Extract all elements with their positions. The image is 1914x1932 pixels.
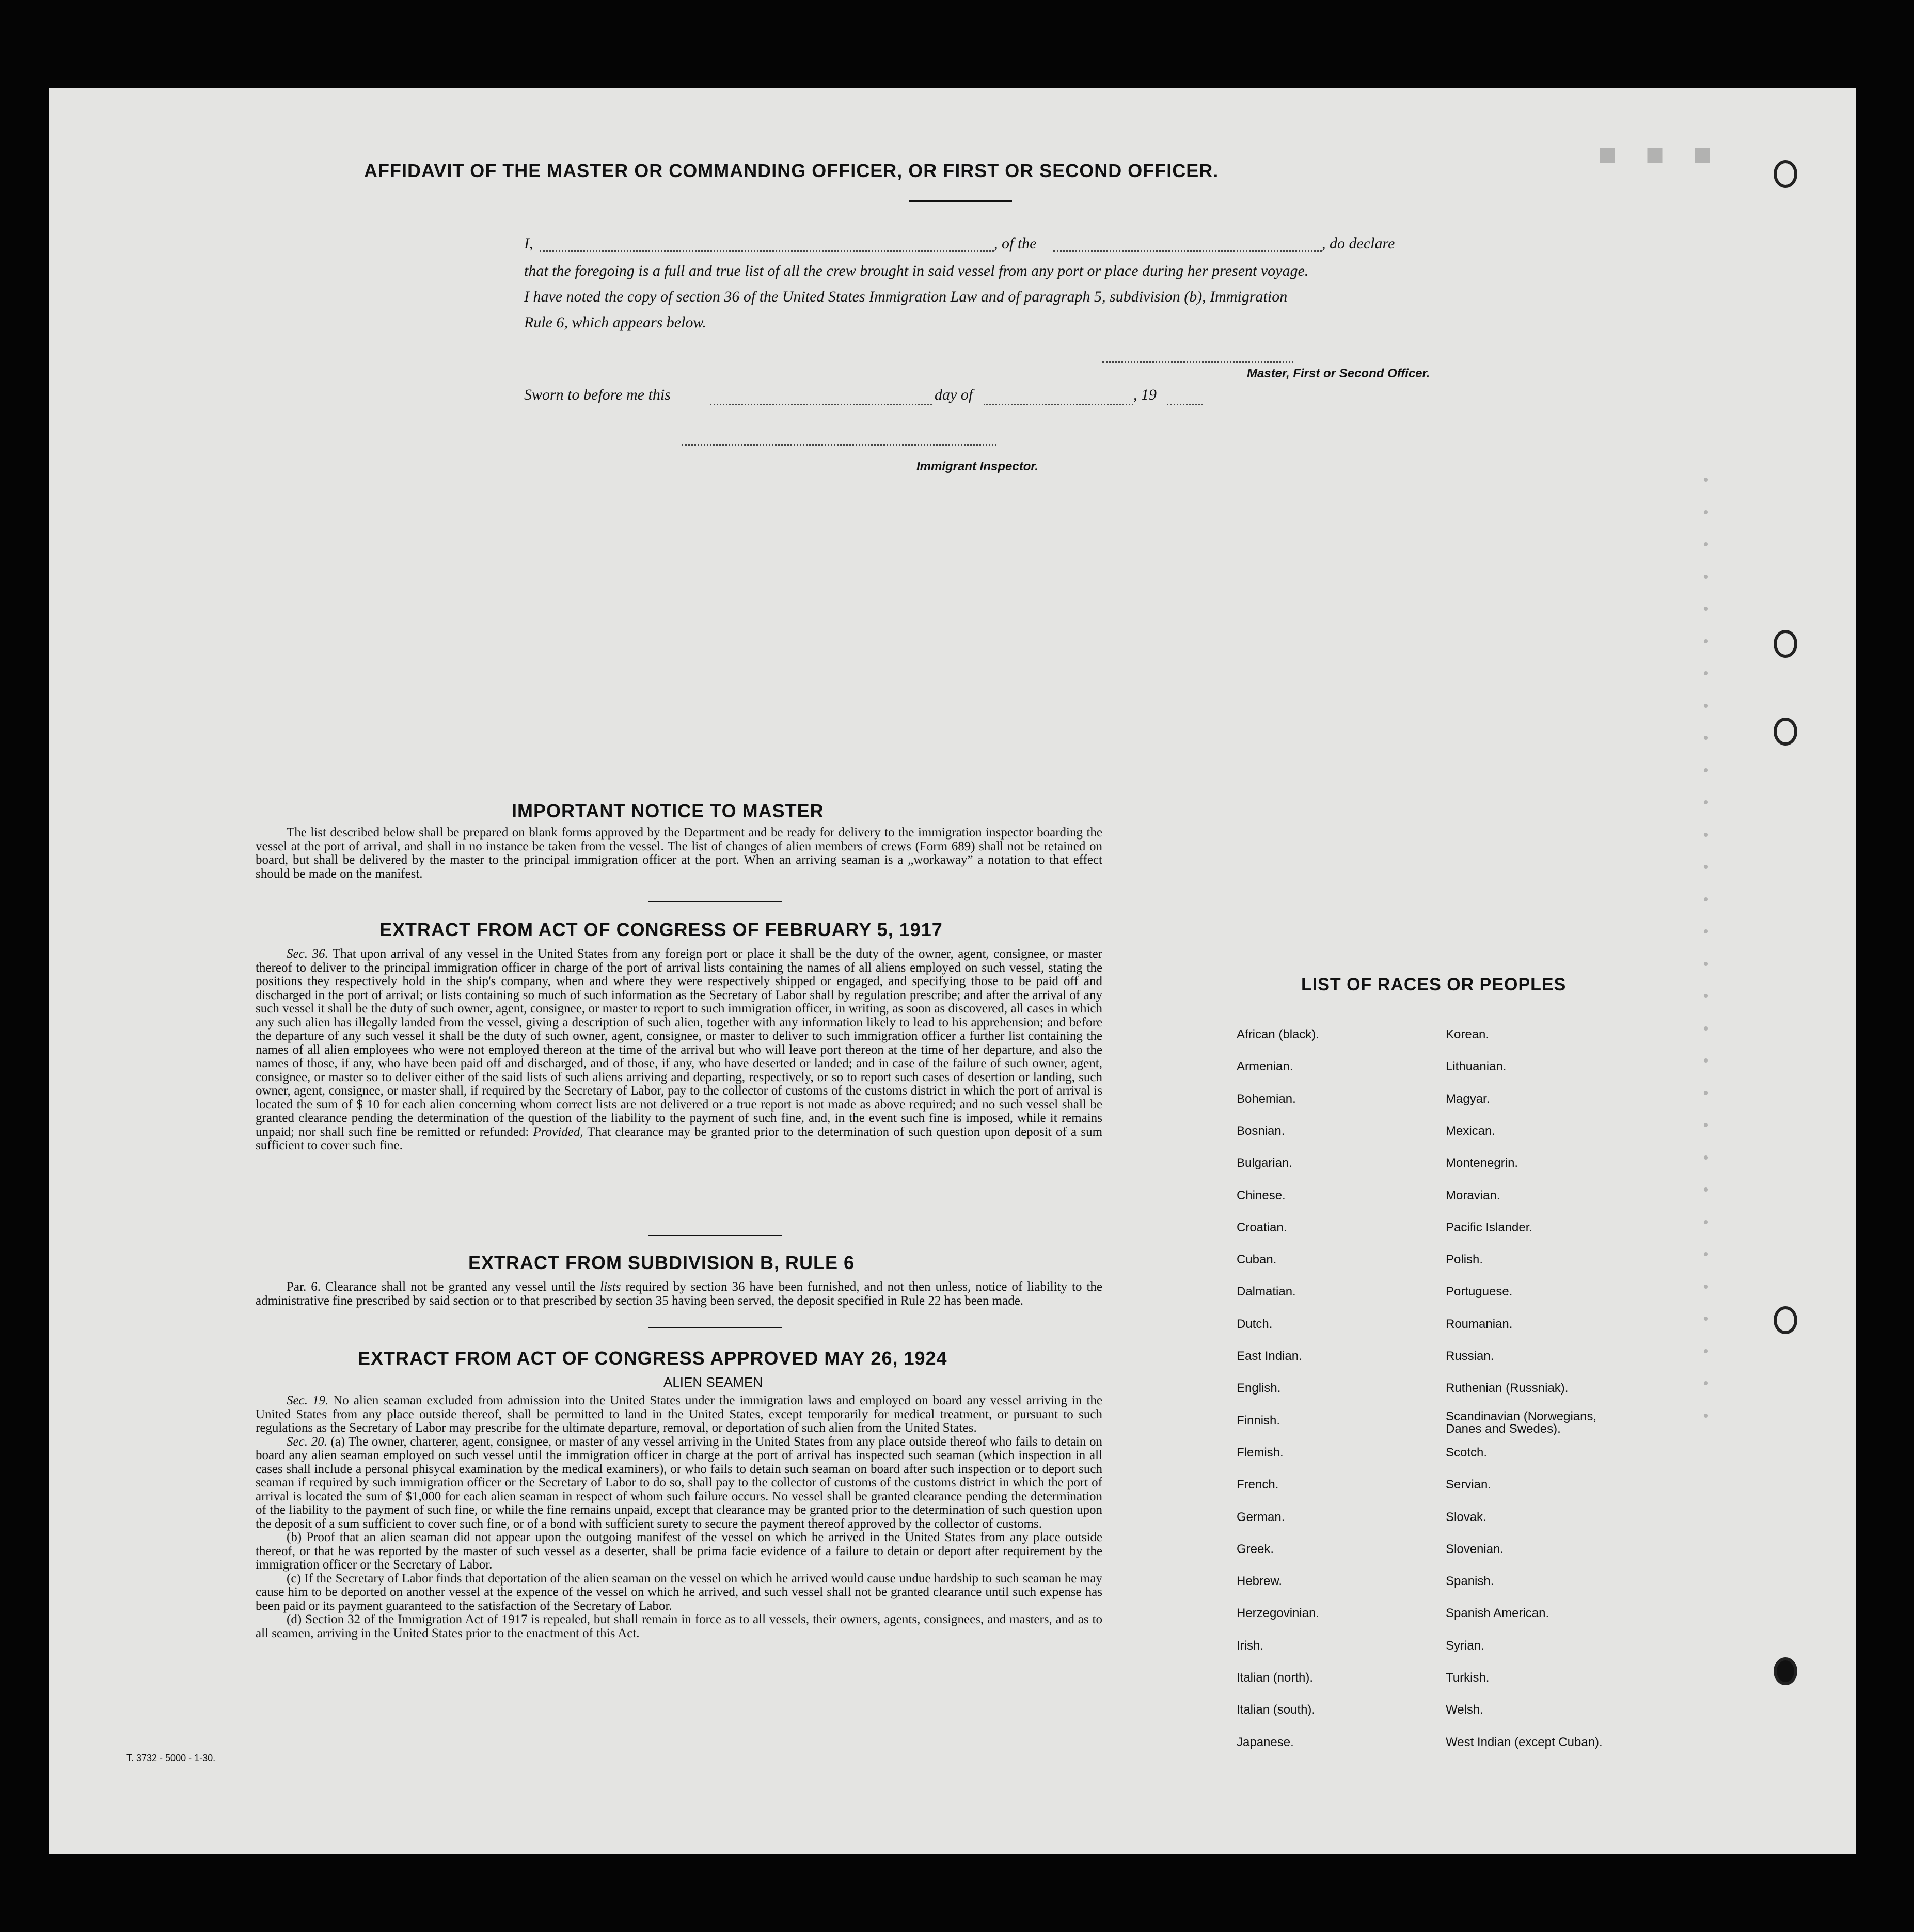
lists-word: lists (600, 1280, 621, 1294)
affidavit-title: AFFIDAVIT OF THE MASTER OR COMMANDING OFFICER, OR FIRST OR SECOND OFFICER. (364, 160, 1219, 181)
bleed-through-row: • (1701, 1343, 1711, 1361)
notice-text (256, 826, 1102, 881)
extract-1917-text (256, 947, 1102, 1153)
race-item: Italian (south). (1237, 1703, 1316, 1717)
bleed-through-row: • (1701, 1214, 1711, 1232)
race-item: Magyar. (1446, 1091, 1490, 1106)
race-item: Dutch. (1237, 1317, 1273, 1331)
punch-hole (1774, 630, 1797, 658)
races-title: LIST OF RACES OR PEOPLES (1301, 975, 1567, 994)
race-item: Mexican. (1446, 1123, 1496, 1138)
bleed-through-row: • (1701, 1311, 1711, 1329)
title-underline (909, 200, 1012, 202)
punch-hole (1774, 718, 1797, 746)
bleed-through-row: • (1701, 827, 1711, 845)
section-19-label: Sec. 19. (287, 1393, 329, 1407)
race-item: Croatian. (1237, 1220, 1287, 1234)
race-item: Greek. (1237, 1542, 1274, 1556)
day-of-label: day of (935, 386, 973, 403)
race-item: Chinese. (1237, 1188, 1286, 1202)
race-item: Moravian. (1446, 1188, 1500, 1202)
race-item: Slovak. (1446, 1510, 1486, 1524)
year-label: , 19 (1133, 386, 1157, 403)
race-item: Korean. (1446, 1027, 1490, 1041)
master-signature-label: Master, First or Second Officer. (1247, 367, 1430, 381)
bleed-through-row: • (1701, 1247, 1711, 1264)
notice-body: The list described below shall be prepared on blank forms approved by the Department and be ready for delivery to the immigration inspector boarding the vessel at the port of arrival, and shall in no instance be taken from the vessel. The list of changes of alien members of crews (Form 689) shall not be retained on board, but shall be delivered by the master to the principal immigration officer at the port. When an arriving seaman is a „workaway” a notation to that effect should be made on the manifest. (256, 826, 1102, 881)
race-item: Hebrew. (1237, 1574, 1283, 1589)
form-number: T. 3732 - 5000 - 1-30. (126, 1753, 216, 1763)
bleed-through-row: • (1701, 795, 1711, 813)
section-20c-body: (c) If the Secretary of Labor finds that deportation of the alien seaman on the vessel on which he arrived would cause undue hardship to such seaman he may cause him to be deported on another vessel at the expence of the vessel on which he arrived, and such vessel shall not be granted clearance until such expense has been paid or its payment guaranteed to the satisfaction of the Secretary of Labor. (256, 1571, 1102, 1613)
section-36-label: Sec. 36. (287, 947, 328, 961)
bleed-through-row: • (1701, 472, 1711, 490)
race-item: Pacific Islander. (1446, 1220, 1533, 1234)
bleed-through-row: • (1701, 860, 1711, 877)
race-item: English. (1237, 1381, 1281, 1396)
master-signature-line (1102, 361, 1293, 363)
name-field-line (540, 250, 994, 252)
race-item: African (black). (1237, 1027, 1320, 1041)
punch-hole (1774, 160, 1797, 188)
section-20-label: Sec. 20. (287, 1434, 327, 1449)
race-item: West Indian (except Cuban). (1446, 1735, 1603, 1749)
par-6-body: Par. 6. Clearance shall not be granted any vessel until the (287, 1280, 596, 1294)
bleed-through-row: • (1701, 666, 1711, 684)
extract-1917-title: EXTRACT FROM ACT OF CONGRESS OF FEBRUARY 5, 1917 (379, 919, 943, 940)
section-19-body: No alien seaman excluded from admission into the United States under the immigration laws and employed on board any vessel arriving in the United States from any place outside thereof, shall be permitted to land in the United States, except temporarily for medical treatment, or pursuant to such regulations as the Secretary of Labor may prescribe for the ultimate departure, removal, or deportation of such alien from the United States. (256, 1393, 1103, 1435)
race-item: Dalmatian. (1237, 1285, 1296, 1299)
punch-hole (1774, 1657, 1797, 1685)
bleed-through-row: • (1701, 731, 1711, 748)
race-item: Polish. (1446, 1253, 1483, 1267)
race-item: Japanese. (1237, 1735, 1294, 1749)
race-item: Turkish. (1446, 1671, 1490, 1685)
alien-seamen-subtitle: ALIEN SEAMEN (663, 1374, 763, 1390)
race-item: Finnish. (1237, 1413, 1280, 1428)
race-item: Italian (north). (1237, 1671, 1314, 1685)
race-item: Scotch. (1446, 1445, 1488, 1460)
sworn-day-line (710, 404, 932, 405)
bleed-through-row: • (1701, 698, 1711, 716)
sworn-label: Sworn to before me this (524, 386, 671, 403)
race-item: Bohemian. (1237, 1091, 1296, 1106)
bleed-through-row: • (1701, 1376, 1711, 1393)
inspector-signature-line (682, 444, 996, 446)
affidavit-of-the: , of the (994, 235, 1037, 252)
bleed-through-row: • (1701, 924, 1711, 942)
race-item: Portuguese. (1446, 1285, 1513, 1299)
race-item: Scandinavian (Norwegians, Danes and Swedes). (1446, 1409, 1597, 1436)
bleed-through-row: • (1701, 1118, 1711, 1135)
race-item: Herzegovinian. (1237, 1606, 1320, 1621)
section-20a-body: (a) The owner, charterer, agent, consignee, or master of any vessel arriving in the United States from any place outside thereof who fails to detain on board any alien seaman employed on such vessel until the immigration officer in charge at the port of arrival has inspected such seaman (which inspection in all cases shall include a personal phisycal examination by the medical examiners), or who fails to detain such seaman on board after such inspection or to deport such seaman if required by such immigration officer or the Secretary of Labor to do so, shall pay to the collector of customs of the customs district in which the port of arrival is located the sum of $1,000 for each alien seaman in respect of whom such failure occurs. No vessel shall be granted clearance pending the determination of the liability to the payment of such fine, or while the fine remains unpaid, except that clearance may be granted prior to the determination of such question upon the deposit of a sum sufficient to cover such fine, or of a bond with sufficient surety to secure the payment thereof approved by the collector of customs. (256, 1434, 1103, 1531)
bleed-through-row: • (1701, 1021, 1711, 1039)
bleed-through-row: • (1701, 1150, 1711, 1168)
divider (648, 1327, 782, 1328)
affidavit-declare: , do declare (1322, 235, 1395, 252)
bleed-through-heading: ■ ■ ■ (1598, 139, 1717, 175)
bleed-through-row: • (1701, 601, 1711, 619)
race-item: Spanish American. (1446, 1606, 1549, 1621)
race-item: Russian. (1446, 1349, 1494, 1363)
bleed-through-row: • (1701, 537, 1711, 555)
race-item: Cuban. (1237, 1253, 1277, 1267)
year-line (1167, 404, 1203, 405)
bleed-through-row: • (1701, 1182, 1711, 1200)
bleed-through-row: • (1701, 892, 1711, 910)
affidavit-line-4: Rule 6, which appears below. (524, 314, 706, 331)
race-item: Welsh. (1446, 1703, 1483, 1717)
race-item: Bosnian. (1237, 1123, 1285, 1138)
affidavit-line-3: I have noted the copy of section 36 of the United States Immigration Law and of paragraph 5, subdivision (b), Immigration (524, 288, 1288, 305)
form-sheet (49, 88, 1856, 1854)
divider (648, 1235, 782, 1236)
bleed-through-row: • (1701, 956, 1711, 974)
subdivision-text (256, 1280, 1102, 1308)
race-item: Ruthenian (Russniak). (1446, 1381, 1569, 1396)
bleed-through-row: • (1701, 1053, 1711, 1071)
race-item: German. (1237, 1510, 1285, 1524)
month-line (984, 404, 1133, 405)
bleed-through-row: • (1701, 634, 1711, 652)
section-36-proviso: That clearance may be granted prior to the determination of such question upon deposit of a sum sufficient to cover such fine. (256, 1125, 1103, 1152)
race-item: Servian. (1446, 1478, 1492, 1492)
race-item: Lithuanian. (1446, 1059, 1507, 1074)
bleed-through-row: • (1701, 1408, 1711, 1426)
extract-1924-text (256, 1394, 1102, 1640)
divider (648, 901, 782, 902)
race-item: Flemish. (1237, 1445, 1284, 1460)
inspector-label: Immigrant Inspector. (916, 460, 1039, 473)
par-6-rest: required by section 36 have been furnished, and not then unless, notice of liability to the administrative fine prescribed by said section or to that prescribed by section 35 having been served, the deposit specified in Rule 22 has been made. (256, 1280, 1103, 1308)
affidavit-line-2: that the foregoing is a full and true list of all the crew brought in said vessel from any port or place during her present voyage. (524, 262, 1309, 279)
bleed-through-row: • (1701, 1085, 1711, 1103)
race-item: French. (1237, 1478, 1279, 1492)
race-item: Bulgarian. (1237, 1156, 1293, 1170)
race-item: Irish. (1237, 1638, 1264, 1653)
bleed-through-row: • (1701, 1279, 1711, 1297)
race-item: Montenegrin. (1446, 1156, 1518, 1170)
race-item: Armenian. (1237, 1059, 1293, 1074)
race-item: East Indian. (1237, 1349, 1302, 1363)
affidavit-i: I, (524, 235, 533, 252)
subdivision-title: EXTRACT FROM SUBDIVISION B, RULE 6 (468, 1252, 855, 1273)
bleed-through-row: • (1701, 763, 1711, 781)
notice-title: IMPORTANT NOTICE TO MASTER (512, 800, 824, 821)
race-item: Slovenian. (1446, 1542, 1504, 1556)
bleed-through-row: • (1701, 504, 1711, 522)
race-item: Syrian. (1446, 1638, 1484, 1653)
punch-hole (1774, 1306, 1797, 1334)
bleed-through-row: • (1701, 989, 1711, 1006)
race-item: Spanish. (1446, 1574, 1494, 1589)
bleed-through-row: • (1701, 569, 1711, 587)
section-36-body: That upon arrival of any vessel in the United States from any foreign port or place it shall be the duty of the owner, agent, consignee, or master thereof to deliver to the principal immigration officer in charge of the port of arrival lists containing the names of all aliens employed on such vessel, stating the positions they respectively hold in the ship's company, when and where they were respectively shipped or engaged, and specifying those to be paid off and discharged in the port of arrival; or lists containing so much of such information as the Secretary of Labor shall by regulation prescribe; and after the arrival of any such vessel it shall be the duty of such owner, agent, consignee, or master to report to such immigration officer, in writing, as soon as discovered, all cases in which any such alien has illegally landed from the vessel, giving a description of such alien, together with any information likely to lead to his apprehension; and before the departure of any such vessel it shall be the duty of such owner, agent, consignee, or master to deliver to such immigration officer a further list containing the names of all alien employees who were not employed thereon at the time of the arrival but who will leave port thereon at the time of her departure, and also the names of those, if any, who have been paid off and discharged, and of those, if any, who have deserted or landed; and in case of the failure of such owner, agent, consignee, or master so to deliver either of the said lists of such aliens arriving and departing, respectively, or so to report such cases of desertion or landing, such owner, agent, consignee, or master shall, if required by the Secretary of Labor, pay to the collector of customs of the customs district in which the port of arrival is located the sum of $ 10 for each alien concerning whom correct lists are not delivered or a true report is not made as above required; and no such vessel shall be granted clearance pending the determination of the question of the liability to the payment of such fine, and, in the event such fine is imposed, while it remains unpaid; nor shall such fine be remitted or refunded: (256, 947, 1102, 1139)
race-item: Roumanian. (1446, 1317, 1513, 1331)
section-20d-body: (d) Section 32 of the Immigration Act of 1917 is repealed, but shall remain in force as to all vessels, their owners, agents, consignees, and masters, and as to all seamen, arriving in the United States prior to the enactment of this Act. (256, 1612, 1102, 1640)
section-20b-body: (b) Proof that an alien seaman did not appear upon the outgoing manifest of the vessel on which he arrived in the United States from any place outside thereof, or that he was reported by the master of such vessel as a deserter, shall be prima facie evidence of a failure to detain or deport after requirement by the immigration officer or the Secretary of Labor. (256, 1530, 1102, 1572)
extract-1924-title: EXTRACT FROM ACT OF CONGRESS APPROVED MAY 26, 1924 (358, 1348, 947, 1369)
provided-word: Provided, (533, 1125, 583, 1139)
vessel-field-line (1053, 250, 1322, 252)
